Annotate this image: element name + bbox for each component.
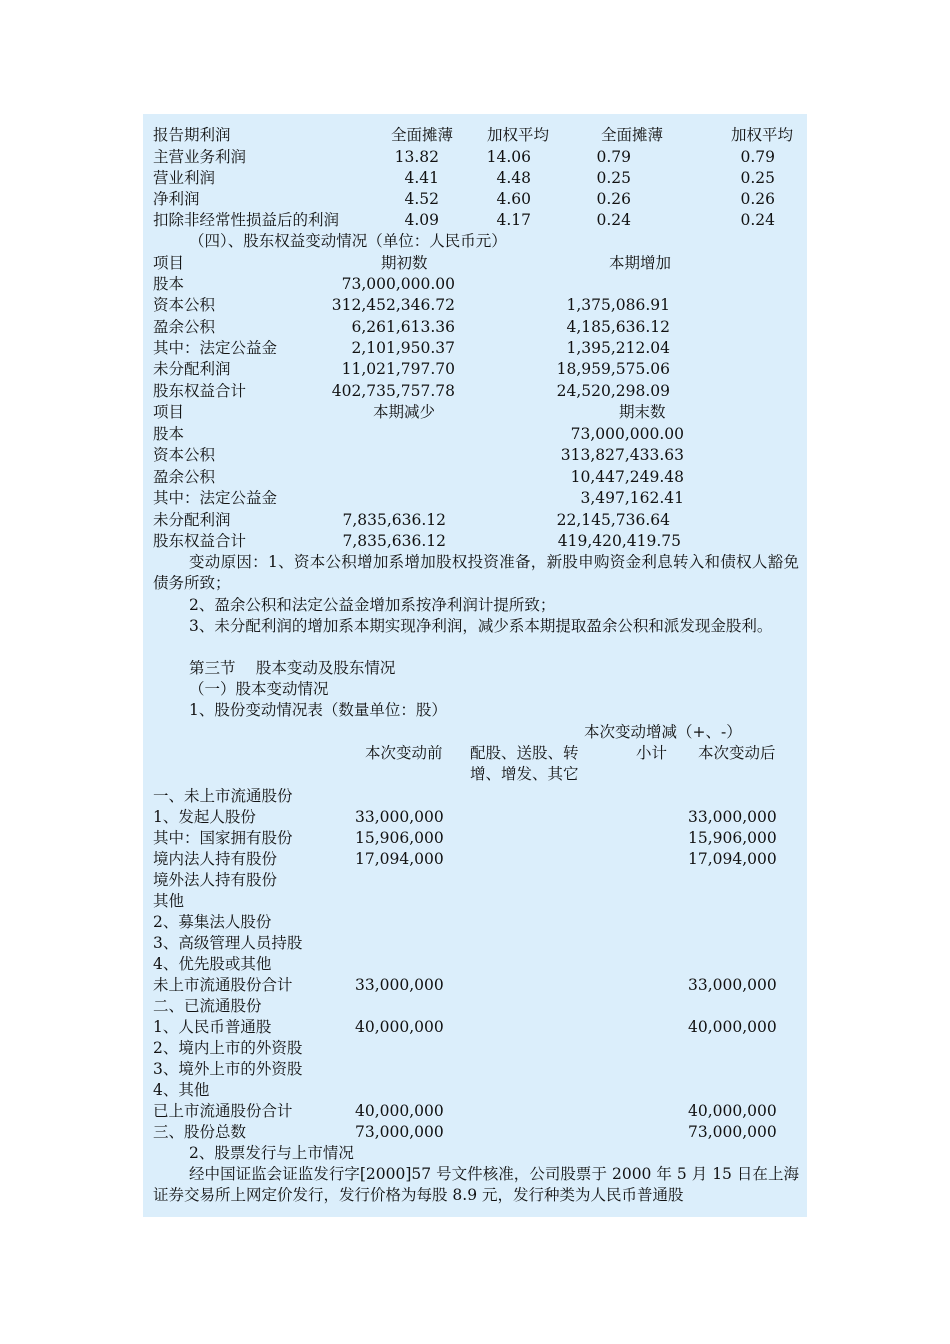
section-subtitle: （一）股本变动情况 — [189, 680, 329, 698]
equity-row — [153, 381, 803, 402]
equity-value: 402,735,757.78 — [331, 382, 455, 400]
profit-value: 4.52 — [404, 190, 439, 208]
profit-header-col: 全面摊薄 — [390, 126, 453, 144]
equity-row-label: 股本 — [153, 275, 185, 293]
share-row-label: 未上市流通股份合计 — [153, 976, 293, 994]
equity-value — [303, 467, 446, 488]
profit-header-col: 全面摊薄 — [600, 126, 663, 144]
share-row-label: 4、优先股或其他 — [153, 955, 272, 973]
profit-row-label: 净利润 — [153, 190, 200, 208]
equity-header-col: 本期增加 — [609, 254, 672, 272]
share-row — [153, 786, 803, 807]
profit-value: 0.79 — [740, 148, 775, 166]
equity-value: 73,000,000.00 — [570, 425, 684, 443]
equity-row-label: 未分配利润 — [153, 511, 231, 529]
share-row — [153, 954, 803, 975]
profit-value: 0.26 — [740, 190, 775, 208]
share-row — [153, 1101, 803, 1122]
equity-header-col: 期末数 — [619, 403, 666, 421]
equity-row — [153, 510, 803, 531]
equity-row — [153, 317, 803, 338]
profit-value: 4.60 — [496, 190, 531, 208]
equity-row — [153, 531, 803, 552]
share-before-value: 15,906,000 — [355, 829, 444, 847]
profit-row-label: 扣除非经常性损益后的利润 — [153, 211, 340, 229]
share-row — [153, 807, 803, 828]
equity-header-label: 项目 — [153, 254, 185, 272]
equity-header-col: 本期减少 — [373, 403, 436, 421]
share-row — [153, 1059, 803, 1080]
profit-value: 13.82 — [394, 148, 439, 166]
share-row — [153, 996, 803, 1017]
share-row-label: 已上市流通股份合计 — [153, 1102, 293, 1120]
equity-row-label: 股东权益合计 — [153, 532, 247, 550]
equity-title: （四）、股东权益变动情况（单位：人民币元） — [189, 232, 507, 250]
share-row — [153, 975, 803, 996]
share-before-value: 17,094,000 — [355, 850, 444, 868]
equity-header-row — [153, 253, 803, 274]
share-row-label: 三、股份总数 — [153, 1123, 247, 1141]
share-row-label: 1、人民币普通股 — [153, 1018, 272, 1036]
equity-value: 7,835,636.12 — [342, 511, 446, 529]
equity-value: 3,497,162.41 — [580, 489, 684, 507]
equity-value: 313,827,433.63 — [560, 446, 684, 464]
share-row — [153, 1122, 803, 1143]
document-page — [143, 114, 807, 1217]
profit-value: 0.24 — [596, 211, 631, 229]
profit-row — [153, 147, 803, 168]
table-caption: 1、股份变动情况表（数量单位：股） — [189, 701, 447, 719]
equity-value: 419,420,419.75 — [557, 532, 681, 550]
column-header-allocation-2: 增、增发、其它 — [470, 765, 579, 783]
column-header-subtotal: 小计 — [636, 744, 668, 762]
share-row-label: 一、未上市流通股份 — [153, 787, 293, 805]
column-header-before: 本次变动前 — [365, 744, 443, 762]
equity-value: 2,101,950.37 — [351, 339, 455, 357]
equity-row — [153, 295, 803, 316]
profit-header-label: 报告期利润 — [153, 126, 231, 144]
column-header-after: 本次变动后 — [698, 744, 776, 762]
equity-row-label: 股东权益合计 — [153, 382, 247, 400]
equity-row — [153, 359, 803, 380]
share-after-value: 33,000,000 — [688, 976, 777, 994]
profit-header-col: 加权平均 — [486, 126, 549, 144]
equity-value: 11,021,797.70 — [341, 360, 455, 378]
equity-change-reason-1: 变动原因：1、资本公积增加系增加股权投资准备，新股申购资金利息转入和债权人豁免债务所致； — [153, 553, 799, 593]
equity-value: 73,000,000.00 — [341, 275, 455, 293]
issue-paragraph: 经中国证监会证监发行字[2000]57 号文件核准，公司股票于 2000 年 5 月 15 日在上海证券交易所上网定价发行，发行价格为每股 8.9 元，发行种类为人民币普通股 — [153, 1165, 799, 1205]
profit-value: 4.17 — [496, 211, 531, 229]
change-group-header: 本次变动增减（+、-） — [584, 723, 742, 741]
share-before-value: 40,000,000 — [355, 1102, 444, 1120]
equity-value: 18,959,575.06 — [556, 360, 670, 378]
share-row — [153, 870, 803, 891]
equity-value: 312,452,346.72 — [331, 296, 455, 314]
share-row-label: 2、境内上市的外资股 — [153, 1039, 303, 1057]
share-row-label: 其中：国家拥有股份 — [153, 829, 293, 847]
profit-header-col: 加权平均 — [730, 126, 793, 144]
share-row-label: 3、境外上市的外资股 — [153, 1060, 303, 1078]
profit-value: 4.48 — [496, 169, 531, 187]
equity-row-label: 未分配利润 — [153, 360, 231, 378]
equity-row-label: 其中：法定公益金 — [153, 339, 278, 357]
share-row-label: 2、募集法人股份 — [153, 913, 272, 931]
profit-value: 0.24 — [740, 211, 775, 229]
share-row-label: 4、其他 — [153, 1081, 210, 1099]
share-after-value: 33,000,000 — [688, 808, 777, 826]
profit-header-row — [153, 125, 803, 146]
section-title: 第三节 股本变动及股东情况 — [189, 659, 396, 677]
equity-row — [153, 424, 803, 445]
equity-value — [303, 445, 446, 466]
equity-header-label: 项目 — [153, 403, 185, 421]
share-row — [153, 891, 803, 912]
share-before-value: 33,000,000 — [355, 976, 444, 994]
share-row-label: 其他 — [153, 892, 185, 910]
equity-value — [303, 424, 446, 445]
profit-row — [153, 168, 803, 189]
equity-value: 10,447,249.48 — [570, 468, 684, 486]
share-row-label: 二、已流通股份 — [153, 997, 262, 1015]
share-table-header-row-2 — [153, 764, 803, 785]
profit-value: 0.25 — [596, 169, 631, 187]
equity-row — [153, 445, 803, 466]
equity-header-col: 期初数 — [381, 254, 428, 272]
profit-value: 4.09 — [404, 211, 439, 229]
share-after-value: 73,000,000 — [688, 1123, 777, 1141]
profit-row — [153, 189, 803, 210]
profit-value: 0.25 — [740, 169, 775, 187]
profit-value: 0.26 — [596, 190, 631, 208]
share-after-value: 15,906,000 — [688, 829, 777, 847]
equity-row — [153, 488, 803, 509]
equity-change-reason-2: 2、盈余公积和法定公益金增加系按净利润计提所致； — [189, 596, 556, 614]
equity-value: 1,375,086.91 — [566, 296, 670, 314]
equity-value: 6,261,613.36 — [351, 318, 455, 336]
share-row-label: 1、发起人股份 — [153, 808, 256, 826]
share-before-value: 33,000,000 — [355, 808, 444, 826]
share-after-value: 40,000,000 — [688, 1018, 777, 1036]
profit-row-label: 主营业务利润 — [153, 148, 247, 166]
share-row — [153, 849, 803, 870]
equity-row — [153, 274, 803, 295]
equity-header-row — [153, 402, 803, 423]
share-before-value: 73,000,000 — [355, 1123, 444, 1141]
share-row — [153, 933, 803, 954]
equity-row-label: 其中：法定公益金 — [153, 489, 278, 507]
equity-row-label: 盈余公积 — [153, 468, 216, 486]
equity-value: 1,395,212.04 — [566, 339, 670, 357]
issue-title: 2、股票发行与上市情况 — [189, 1144, 354, 1162]
equity-row-label: 资本公积 — [153, 446, 216, 464]
share-after-value: 40,000,000 — [688, 1102, 777, 1120]
share-row-label: 3、高级管理人员持股 — [153, 934, 303, 952]
equity-value: 4,185,636.12 — [566, 318, 670, 336]
share-before-value: 40,000,000 — [355, 1018, 444, 1036]
share-row — [153, 828, 803, 849]
equity-value: 22,145,736.64 — [556, 511, 670, 529]
profit-row — [153, 210, 803, 231]
share-row — [153, 1017, 803, 1038]
equity-value: 7,835,636.12 — [342, 532, 446, 550]
equity-row-label: 资本公积 — [153, 296, 216, 314]
profit-row-label: 营业利润 — [153, 169, 216, 187]
profit-value: 0.79 — [596, 148, 631, 166]
profit-value: 4.41 — [404, 169, 439, 187]
equity-value — [303, 488, 446, 509]
profit-value: 14.06 — [486, 148, 531, 166]
equity-row-label: 盈余公积 — [153, 318, 216, 336]
equity-value: 24,520,298.09 — [556, 382, 670, 400]
column-header-allocation: 配股、送股、转 — [470, 744, 579, 762]
equity-change-reason-3: 3、未分配利润的增加系本期实现净利润，减少系本期提取盈余公积和派发现金股利。 — [189, 617, 773, 635]
equity-value — [513, 274, 670, 295]
share-after-value: 17,094,000 — [688, 850, 777, 868]
share-row — [153, 912, 803, 933]
share-row-label: 境内法人持有股份 — [153, 850, 278, 868]
equity-row-label: 股本 — [153, 425, 185, 443]
share-table-header-row — [153, 743, 803, 764]
equity-row — [153, 467, 803, 488]
share-row-label: 境外法人持有股份 — [153, 871, 278, 889]
share-row — [153, 1038, 803, 1059]
equity-row — [153, 338, 803, 359]
share-row — [153, 1080, 803, 1101]
